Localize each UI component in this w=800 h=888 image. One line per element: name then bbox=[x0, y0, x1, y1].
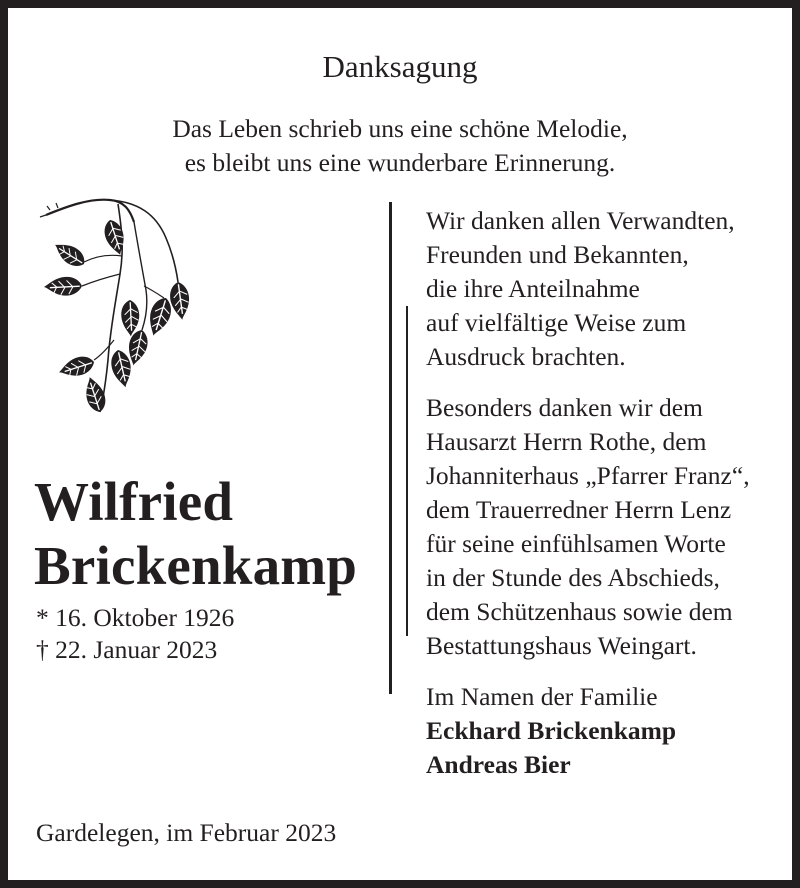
death-date: † 22. Januar 2023 bbox=[36, 635, 218, 664]
thanks-paragraph-1 bbox=[426, 204, 750, 374]
text-line: Johanniterhaus „Pfarrer Franz“, bbox=[426, 461, 750, 490]
life-dates bbox=[36, 602, 234, 666]
vertical-divider-inner bbox=[406, 306, 408, 636]
place-and-date: Gardelegen, im Februar 2023 bbox=[36, 818, 337, 847]
text-line: in der Stunde des Abschieds, bbox=[426, 563, 720, 592]
text-line: Besonders danken wir dem bbox=[426, 393, 703, 422]
text-line: dem Schützenhaus sowie dem bbox=[426, 597, 733, 626]
text-line: Ausdruck brachten. bbox=[426, 342, 626, 371]
deceased-first-name: Wilfried bbox=[34, 471, 234, 532]
text-line: die ihre Anteilnahme bbox=[426, 274, 640, 303]
heading: Danksagung bbox=[322, 49, 478, 84]
vertical-divider bbox=[389, 202, 392, 694]
birch-sprig-illustration bbox=[38, 190, 208, 440]
text-line: Bestattungshaus Weingart. bbox=[426, 631, 697, 660]
signature-name: Andreas Bier bbox=[426, 750, 571, 779]
text-line: auf vielfältige Weise zum bbox=[426, 308, 687, 337]
birth-date: * 16. Oktober 1926 bbox=[36, 603, 235, 632]
deceased-last-name: Brickenkamp bbox=[34, 535, 358, 596]
motto bbox=[8, 112, 792, 180]
signature-name: Eckhard Brickenkamp bbox=[426, 716, 677, 745]
text-line: Wir danken allen Verwandten, bbox=[426, 206, 735, 235]
motto-line: Das Leben schrieb uns eine schöne Melodie, bbox=[172, 114, 628, 143]
signature-intro: Im Namen der Familie bbox=[426, 682, 658, 711]
deceased-name bbox=[34, 470, 357, 598]
text-line: für seine einfühlsamen Worte bbox=[426, 529, 726, 558]
text-line: dem Trauerredner Herrn Lenz bbox=[426, 495, 732, 524]
text-line: Hausarzt Herrn Rothe, dem bbox=[426, 427, 707, 456]
text-line: Freunden und Bekannten, bbox=[426, 240, 689, 269]
signature-block bbox=[426, 680, 750, 782]
thanks-column bbox=[426, 204, 750, 782]
motto-line: es bleibt uns eine wunderbare Erinnerung. bbox=[184, 148, 616, 177]
thanks-paragraph-2 bbox=[426, 391, 750, 663]
